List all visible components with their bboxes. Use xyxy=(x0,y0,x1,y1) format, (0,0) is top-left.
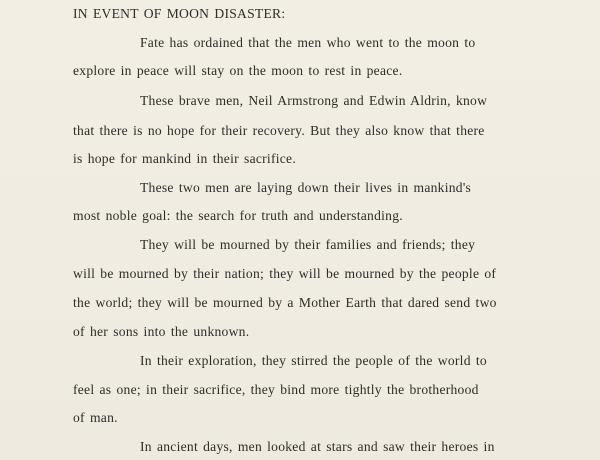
text-line: explore in peace will stay on the moon to rest in peace. xyxy=(73,63,403,78)
text-line: will be mourned by their nation; they will be mourned by the people of xyxy=(73,266,497,281)
document-heading: IN EVENT OF MOON DISASTER: xyxy=(73,6,286,21)
text-line: of her sons into the unknown. xyxy=(73,324,250,339)
text-line: These brave men, Neil Armstrong and Edwin Aldrin, know xyxy=(140,93,488,108)
text-line: of man. xyxy=(73,410,118,425)
text-line: Fate has ordained that the men who went to the moon to xyxy=(140,35,476,50)
text-line: In their exploration, they stirred the people of the world to xyxy=(140,353,487,368)
text-line: feel as one; in their sacrifice, they bind more tightly the brotherhood xyxy=(73,382,479,397)
text-line: They will be mourned by their families and friends; they xyxy=(140,237,476,252)
text-line: is hope for mankind in their sacrifice. xyxy=(73,151,296,166)
text-line: that there is no hope for their recovery. But they also know that there xyxy=(73,123,485,138)
text-line: These two men are laying down their lives in mankind's xyxy=(140,180,472,195)
text-line: In ancient days, men looked at stars and saw their heroes in xyxy=(140,439,495,454)
text-line: the world; they will be mourned by a Mother Earth that dared send two xyxy=(73,295,497,310)
text-line: most noble goal: the search for truth and understanding. xyxy=(73,208,403,223)
